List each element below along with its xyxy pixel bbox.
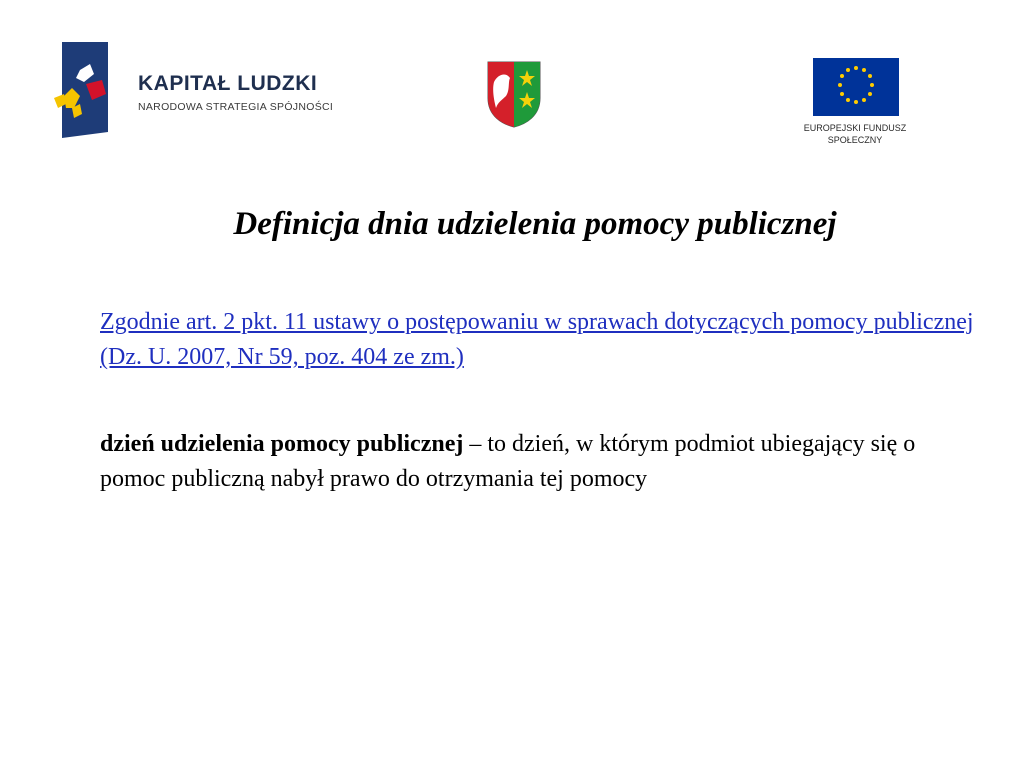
kl-logo-title: KAPITAŁ LUDZKI xyxy=(138,72,318,95)
slide-title: Definicja dnia udzielenia pomocy publicznej xyxy=(233,206,837,242)
definition-text: – to dzień, w którym podmiot ubiegający się o pomoc publiczną nabył prawo do otrzymania tej pomocy xyxy=(100,431,916,492)
logo-bar xyxy=(0,0,1024,160)
kl-logo-subtitle: NARODOWA STRATEGIA SPÓJNOŚCI xyxy=(138,101,334,113)
eu-logo-line2: SPOŁECZNY xyxy=(827,135,883,145)
eu-social-fund-logo xyxy=(800,58,910,150)
eu-flag-icon xyxy=(813,58,899,116)
kapital-ludzki-logo xyxy=(50,42,370,142)
eu-logo-caption xyxy=(800,122,910,146)
coat-of-arms-icon xyxy=(486,60,542,128)
kapital-ludzki-mark-icon xyxy=(50,42,110,138)
eu-logo-line1: EUROPEJSKI FUNDUSZ xyxy=(803,123,907,133)
definition-paragraph xyxy=(100,427,960,497)
definition-term: dzień udzielenia pomocy publicznej xyxy=(100,431,464,457)
legal-reference-link[interactable]: Zgodnie art. 2 pkt. 11 ustawy o postępowaniu w sprawach dotyczących pomocy publicznej (Dz. U. 2007, Nr 59, poz. 404 ze zm.) xyxy=(100,309,974,370)
